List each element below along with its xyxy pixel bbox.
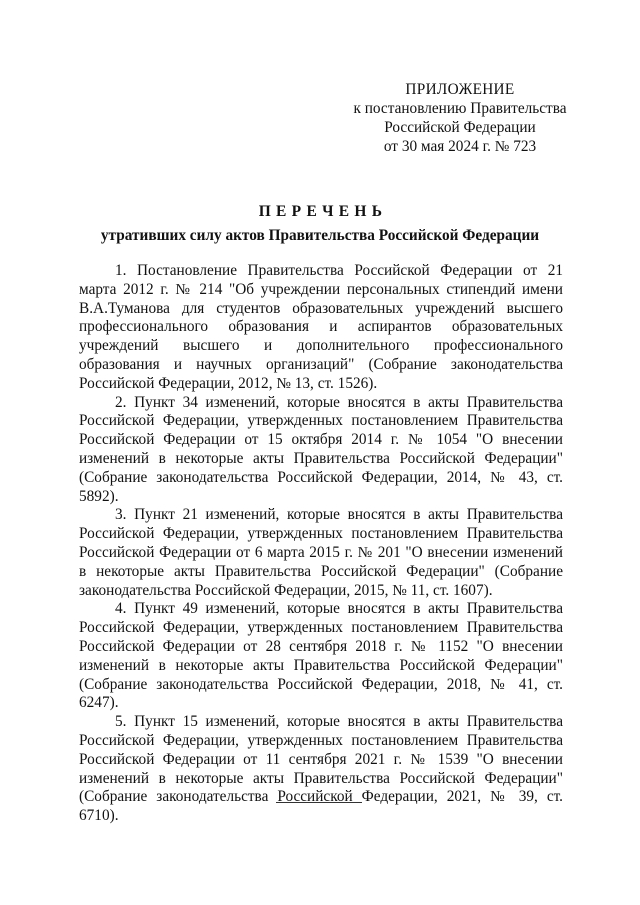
list-item-2: 2. Пункт 34 изменений, которые вносятся в акты Правительства Российской Федерации, утвержденных постановлением Правительства Российской Федерации от 15 октября 2014 г. № 1054 "О внесении изменений в некоторые акты Правительства Российской Федерации" (Собрание законодательства Российской Федерации, 2014, № 43, ст. 5892). xyxy=(79,393,563,505)
appendix-line-3: от 30 мая 2024 г. № 723 xyxy=(383,138,537,155)
list-item-5: 5. Пункт 15 изменений, которые вносятся в акты Правительства Российской Федерации, утвержденных постановлением Правительства Российской Федерации от 11 сентября 2021 г. № 1539 "О внесении изменений в некоторые акты Правительства Российской Федерации" (Собрание законодательства Российской Федерации, 2021, № 39, ст. 6710). xyxy=(79,713,563,825)
list-item-3: 3. Пункт 21 изменений, которые вносятся в акты Правительства Российской Федерации, утвержденных постановлением Правительства Российской Федерации от 6 марта 2015 г. № 201 "О внесении изменений в некоторые акты Правительства Российской Федерации" (Собрание законодательства Российской Федерации, 2015, № 11, ст. 1607). xyxy=(79,506,563,599)
document-subtitle: утративших силу актов Правительства Российской Федерации xyxy=(100,227,540,244)
appendix-line-1: к постановлению Правительства xyxy=(353,100,567,117)
list-item-1: 1. Постановление Правительства Российской Федерации от 21 марта 2012 г. № 214 "Об учреждении персональных стипендий имени В.А.Туманова для студентов образовательных учреждений высшего профессионального образования и аспирантов образовательных учреждений высшего и дополнительного профессионального образования и научных организаций" (Собрание законодательства Российской Федерации, 2012, № 13, ст. 1526). xyxy=(79,262,563,392)
items-list xyxy=(79,262,563,826)
list-item-4: 4. Пункт 49 изменений, которые вносятся в акты Правительства Российской Федерации, утвержденных постановлением Правительства Российской Федерации от 28 сентября 2018 г. № 1152 "О внесении изменений в некоторые акты Правительства Российской Федерации" (Собрание законодательства Российской Федерации, 2018, № 41, ст. 6247). xyxy=(79,600,563,712)
document-title: ПЕРЕЧЕНЬ xyxy=(258,203,388,220)
end-divider xyxy=(276,802,362,803)
appendix-block xyxy=(340,80,580,156)
appendix-line-2: Российской Федерации xyxy=(384,119,536,136)
appendix-title: ПРИЛОЖЕНИЕ xyxy=(405,81,515,98)
